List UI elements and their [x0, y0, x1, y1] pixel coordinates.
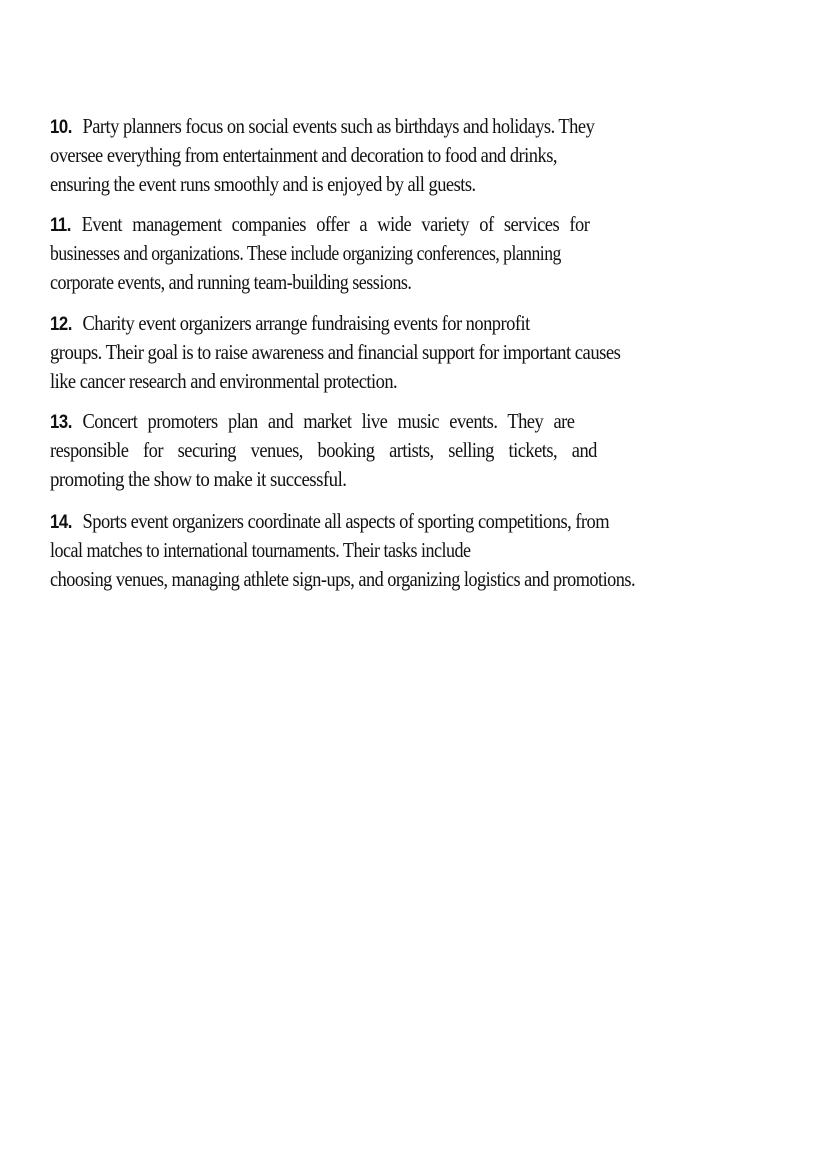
item-line: [50, 112, 594, 141]
item-number: 14.: [50, 512, 72, 533]
item-line: choosing venues, managing athlete sign-ups, and organizing logistics and promotions.: [50, 567, 636, 591]
item-number: 13.: [50, 412, 72, 433]
item-line: like cancer research and environmental protection.: [50, 369, 398, 393]
item-line: ensuring the event runs smoothly and is enjoyed by all guests.: [50, 172, 476, 196]
item-line: [50, 309, 530, 338]
item-line: promoting the show to make it successful.: [50, 467, 347, 491]
item-number: 12.: [50, 314, 72, 335]
item-line: responsible for securing venues, booking artists, selling tickets, and: [50, 438, 597, 462]
item-line: corporate events, and running team-building sessions.: [50, 270, 412, 294]
item-text: Party planners focus on social events such as birthdays and holidays. They: [82, 114, 595, 138]
item-line: [50, 507, 609, 536]
item-text: Sports event organizers coordinate all aspects of sporting competitions, from: [82, 509, 610, 533]
item-line: local matches to international tournaments. Their tasks include: [50, 538, 471, 562]
item-text: Charity event organizers arrange fundraising events for nonprofit: [82, 311, 530, 335]
item-line: [50, 407, 574, 436]
item-line: groups. Their goal is to raise awareness and financial support for important causes: [50, 340, 621, 364]
item-line: [50, 210, 589, 239]
item-line: oversee everything from entertainment and decoration to food and drinks,: [50, 143, 557, 167]
item-number: 11.: [50, 215, 72, 236]
item-text: Event management companies offer a wide variety of services for: [81, 212, 590, 236]
item-text: Concert promoters plan and market live music events. They are: [82, 409, 575, 433]
item-line: businesses and organizations. These include organizing conferences, planning: [50, 241, 561, 265]
item-number: 10.: [50, 117, 72, 138]
